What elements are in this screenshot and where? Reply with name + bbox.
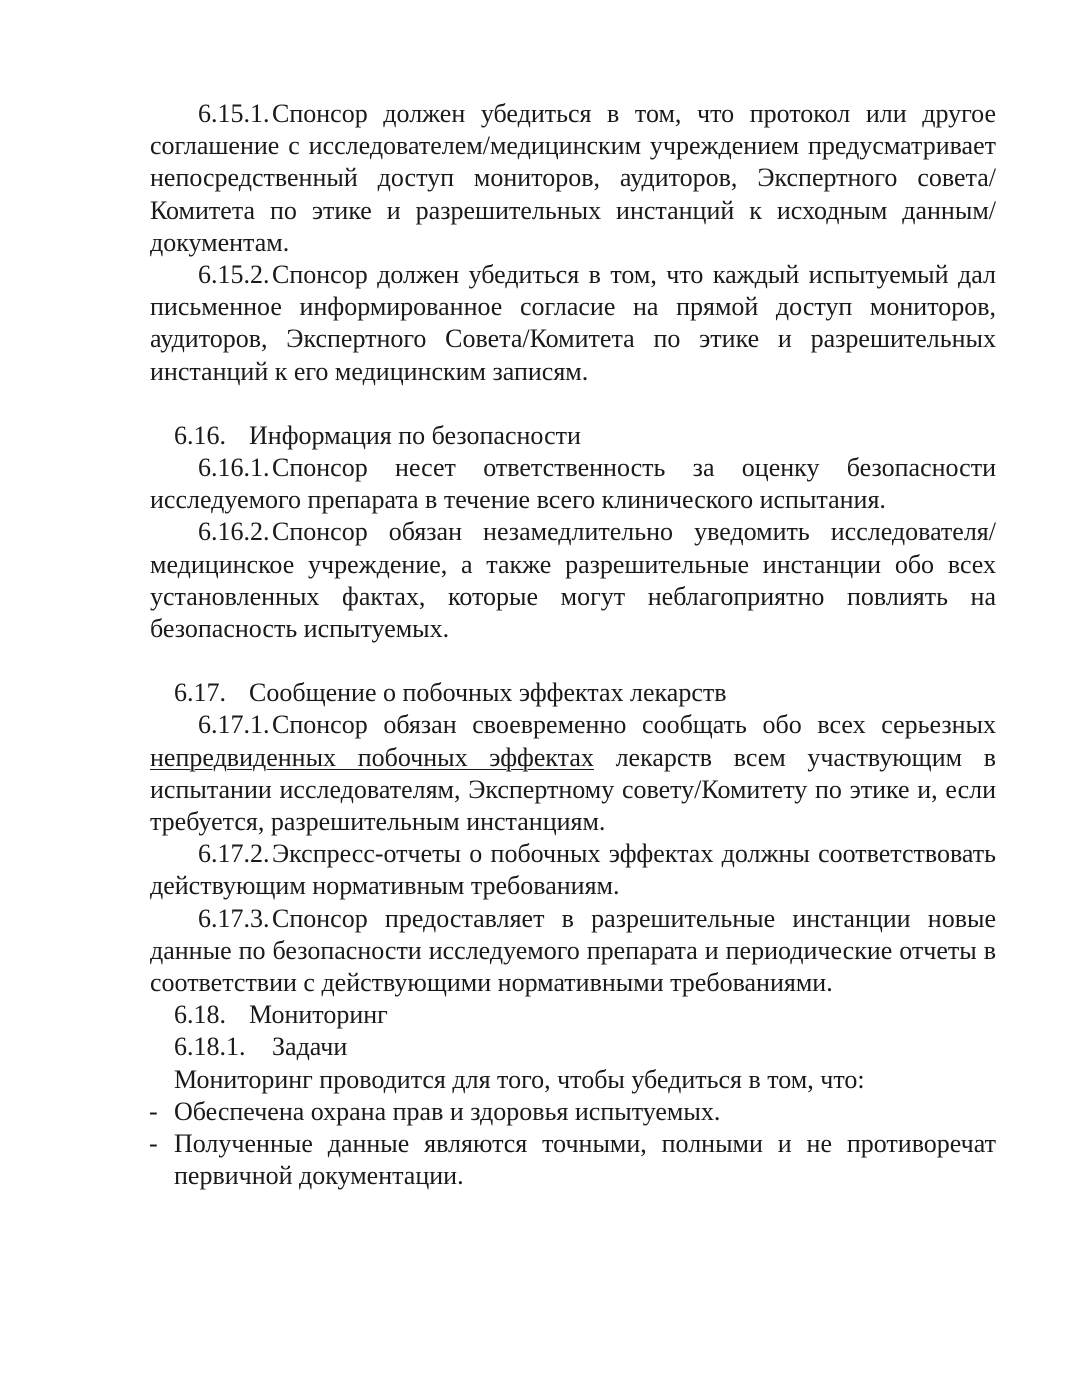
list-item-text: Обеспечена охрана прав и здоровья испытуемых. [174,1096,721,1126]
heading-6-18 [150,999,996,1031]
list-dash: - [149,1096,158,1126]
section-title: Информация по безопасности [249,420,581,450]
section-text: Спонсор предоставляет в разрешительные инстанции новые данные по безопасности исследуемого препарата и периодические отчеты в соответствии с действующими нормативными требованиями. [150,903,996,998]
section-title: Сообщение о побочных эффектах лекарств [249,678,727,708]
list-item [149,1128,996,1192]
section-6-15-2 [150,259,996,388]
heading-6-18-1 [150,1031,996,1063]
underlined-term: непредвиденных побочных эффектах [150,742,594,772]
section-number: 6.18.1. [174,1032,246,1062]
section-text: Экспресс-отчеты о побочных эффектах должны соответствовать действующим нормативным требованиям. [150,839,996,901]
section-text: Спонсор должен убедиться в том, что протокол или другое соглашение с исследователем/медицинским учреждением предусматривает непосредственный доступ мониторов, аудиторов, Экспертного совета/Комитета по этике и разрешительных инстанций к исходным данным/документам. [150,99,996,257]
section-number: 6.16.2. [198,517,270,547]
section-title: Мониторинг [249,1000,388,1030]
monitoring-intro: Мониторинг проводится для того, чтобы убедиться в том, что: [174,1064,865,1094]
heading-6-17 [150,677,996,709]
section-number: 6.17.1. [198,710,270,740]
section-number: 6.16. [174,420,226,450]
section-title: Задачи [272,1032,348,1062]
section-6-17-2 [150,838,996,902]
section-6-17-3 [150,903,996,1000]
heading-6-16 [150,420,996,452]
section-6-15-1 [150,98,996,259]
section-number: 6.15.1. [198,99,270,128]
section-number: 6.18. [174,1000,226,1030]
list-item [149,1096,996,1128]
section-text: Спонсор обязан своевременно сообщать обо всех серьезных [272,710,996,740]
list-item-text: Полученные данные являются точными, полными и не противоречат первичной документации. [174,1129,996,1191]
list-dash: - [149,1129,158,1159]
paragraph-gap [150,388,996,420]
section-text: Спонсор несет ответственность за оценку безопасности исследуемого препарата в течение всего клинического испытания. [150,453,996,515]
section-6-16-2 [150,516,996,645]
section-6-16-1 [150,452,996,516]
section-number: 6.15.2. [198,260,270,290]
section-number: 6.17.2. [198,839,270,869]
paragraph-gap [150,645,996,677]
document-page [150,98,996,1193]
section-text-continued: лекарств всем участвующим в испытании исследователям, Экспертному совету/Комитету по этике и, если требуется, разрешительным инстанциям. [150,742,997,837]
section-number: 6.17. [174,678,226,708]
section-number: 6.17.3. [198,903,270,933]
section-6-17-1 [150,709,996,838]
section-text: Спонсор должен убедиться в том, что каждый испытуемый дал письменное информированное согласие на прямой доступ мониторов, аудиторов, Экспертного Совета/Комитета по этике и разрешительных инстанций к его медицинским записям. [150,260,996,386]
section-text: Спонсор обязан незамедлительно уведомить исследователя/медицинское учреждение, а также разрешительные инстанции обо всех установленных фактах, которые могут неблагоприятно повлиять на безопасность испытуемых. [150,517,996,644]
section-number: 6.16.1. [198,453,270,483]
